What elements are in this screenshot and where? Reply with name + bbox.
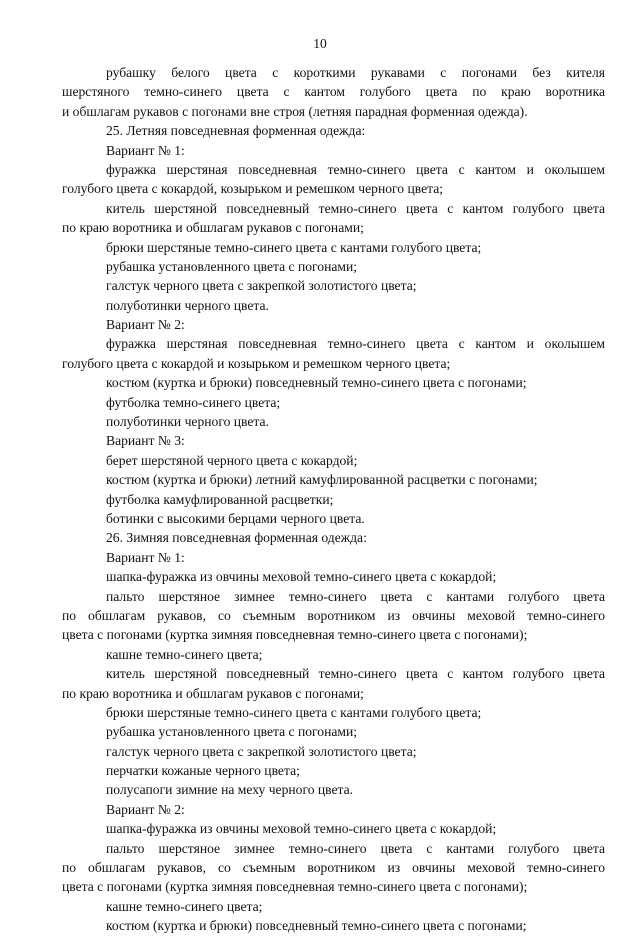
text-line: кашне темно-синего цвета; (106, 898, 263, 914)
text-line: костюм (куртка и брюки) повседневный темно-синего цвета с погонами; (106, 375, 527, 391)
text-line: Вариант № 1: (106, 549, 185, 565)
text-line: полуботинки черного цвета. (106, 297, 269, 313)
text-line: голубого цвета с кокардой, козырьком и ремешком черного цвета; (62, 181, 444, 197)
text-line: по обшлагам рукавов, со съемным воротником из овчины меховой темно-синего (62, 607, 605, 623)
text-line: перчатки кожаные черного цвета; (106, 763, 300, 779)
text-line: голубого цвета с кокардой и козырьком и ремешком черного цвета; (62, 355, 451, 371)
text-line: берет шерстяной черного цвета с кокардой; (106, 452, 358, 468)
text-line: 26. Зимняя повседневная форменная одежда: (106, 530, 367, 546)
text-line: галстук черного цвета с закрепкой золотистого цвета; (106, 278, 417, 294)
text-line: 25. Летняя повседневная форменная одежда: (106, 123, 366, 139)
text-line: рубашка установленного цвета с погонами; (106, 258, 358, 274)
text-line: и обшлагам рукавов с погонами вне строя (летняя парадная форменная одежда). (62, 103, 528, 119)
text-line: ботинки с высокими берцами черного цвета. (106, 510, 365, 526)
text-line: по краю воротника и обшлагам рукавов с погонами; (62, 685, 364, 701)
text-line: китель шерстяной повседневный темно-синего цвета с кантом голубого цвета (106, 200, 605, 216)
text-line: футболка камуфлированной расцветки; (106, 491, 334, 507)
body-text (62, 63, 605, 936)
text-line: фуражка шерстяная повседневная темно-синего цвета с кантом и околышем (106, 161, 605, 177)
text-line: шапка-фуражка из овчины меховой темно-синего цвета с кокардой; (106, 821, 497, 837)
text-line: галстук черного цвета с закрепкой золотистого цвета; (106, 743, 417, 759)
text-line: костюм (куртка и брюки) летний камуфлированной расцветки с погонами; (106, 472, 538, 488)
text-line: брюки шерстяные темно-синего цвета с кантами голубого цвета; (106, 239, 482, 255)
text-line: полусапоги зимние на меху черного цвета. (106, 782, 354, 798)
text-line: шапка-фуражка из овчины меховой темно-синего цвета с кокардой; (106, 569, 497, 585)
text-line: шерстяного темно-синего цвета с кантом голубого цвета по краю воротника (62, 84, 605, 100)
text-line: Вариант № 3: (106, 433, 185, 449)
text-line: рубашка установленного цвета с погонами; (106, 724, 358, 740)
page-number: 10 (313, 36, 327, 51)
text-line: Вариант № 2: (106, 801, 185, 817)
text-line: по краю воротника и обшлагам рукавов с погонами; (62, 220, 364, 236)
text-line: Вариант № 2: (106, 317, 185, 333)
text-line: пальто шерстяное зимнее темно-синего цвета с кантами голубого цвета (106, 588, 605, 604)
text-line: Вариант № 1: (106, 142, 185, 158)
text-line: рубашку белого цвета с короткими рукавами с погонами без кителя (106, 65, 605, 80)
text-line: пальто шерстяное зимнее темно-синего цвета с кантами голубого цвета (106, 840, 605, 856)
text-line: кашне темно-синего цвета; (106, 646, 263, 662)
text-line: по обшлагам рукавов, со съемным воротником из овчины меховой темно-синего (62, 860, 605, 876)
text-line: костюм (куртка и брюки) повседневный темно-синего цвета с погонами; (106, 918, 527, 934)
text-line: фуражка шерстяная повседневная темно-синего цвета с кантом и околышем (106, 336, 605, 352)
text-line: цвета с погонами (куртка зимняя повседневная темно-синего цвета с погонами); (62, 627, 528, 643)
text-line: цвета с погонами (куртка зимняя повседневная темно-синего цвета с погонами); (62, 879, 528, 895)
text-line: полуботинки черного цвета. (106, 414, 269, 430)
text-line: китель шерстяной повседневный темно-синего цвета с кантом голубого цвета (106, 666, 605, 682)
text-line: футболка темно-синего цвета; (106, 394, 281, 410)
text-line: брюки шерстяные темно-синего цвета с кантами голубого цвета; (106, 704, 482, 720)
